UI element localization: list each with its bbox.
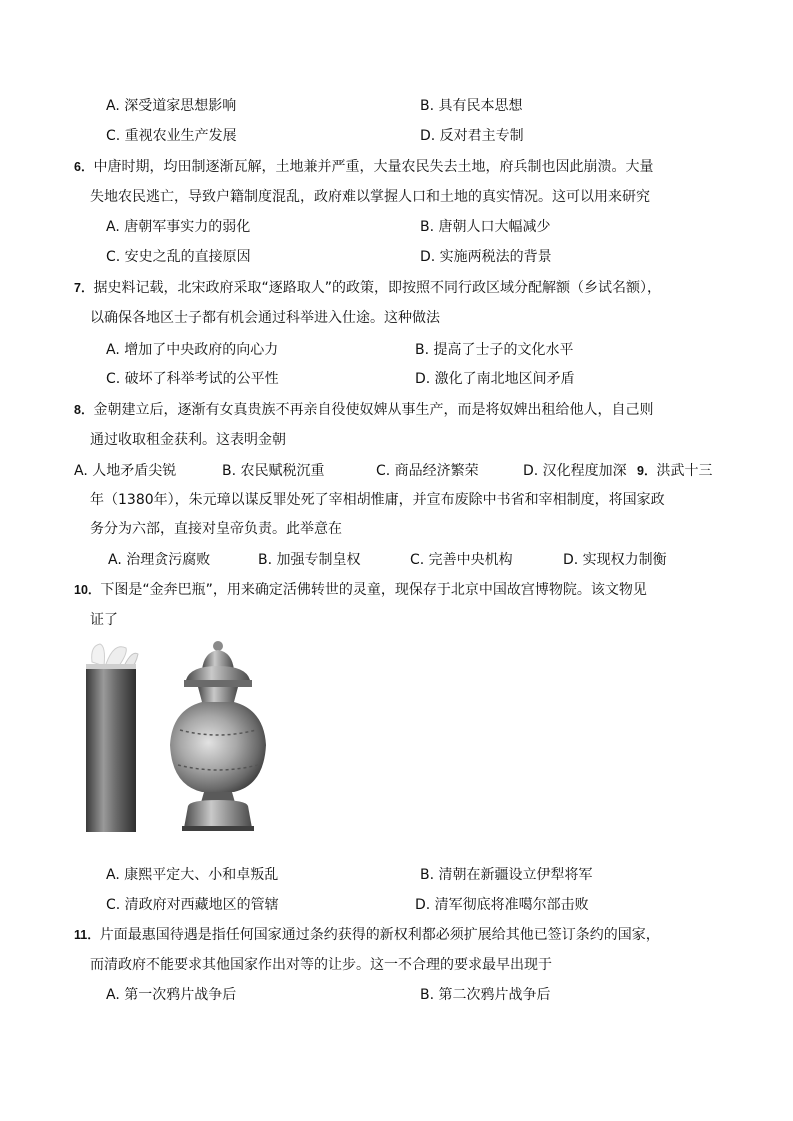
q8-option-d[interactable]: D. 汉化程度加深 bbox=[523, 463, 627, 479]
q10-stem-line1 bbox=[74, 580, 647, 600]
q8-option-a[interactable]: A. 人地矛盾尖锐 bbox=[74, 463, 177, 479]
q10-option-d[interactable]: D. 清军彻底将准噶尔部击败 bbox=[415, 897, 589, 913]
q11-number: 11． bbox=[74, 928, 100, 942]
q6-option-b[interactable]: B. 唐朝人口大幅减少 bbox=[420, 219, 551, 235]
q9-option-b[interactable]: B. 加强专制皇权 bbox=[258, 552, 361, 568]
q7-number: 7． bbox=[74, 281, 94, 295]
q10-stem-text1: 下图是“金奔巴瓶”，用来确定活佛转世的灵童，现保存于北京中国故宫博物院。该文物见 bbox=[100, 582, 647, 598]
q7-option-b[interactable]: B. 提高了士子的文化水平 bbox=[415, 342, 574, 358]
q6-option-d[interactable]: D. 实施两税法的背景 bbox=[420, 249, 552, 265]
q8-stem-text1: 金朝建立后，逐渐有女真贵族不再亲自役使奴婢从事生产，而是将奴婢出租给他人，自己则 bbox=[93, 402, 654, 418]
q11-stem-line2: 而清政府不能要求其他国家作出对等的让步。这一不合理的要求最早出现于 bbox=[90, 957, 552, 973]
q7-stem-line1 bbox=[74, 278, 661, 298]
q9-number: 9． bbox=[637, 464, 657, 478]
q10-stem-line2: 证了 bbox=[90, 612, 118, 628]
q5-option-d[interactable]: D. 反对君主专制 bbox=[420, 128, 524, 144]
q9-option-a[interactable]: A. 治理贪污腐败 bbox=[108, 552, 211, 568]
q9-option-c[interactable]: C. 完善中央机构 bbox=[410, 552, 513, 568]
q11-option-b[interactable]: B. 第二次鸦片战争后 bbox=[420, 987, 551, 1003]
q9-stem-line2: 年（1380年），朱元璋以谋反罪处死了宰相胡惟庸，并宣布废除中书省和宰相制度，将国家政 bbox=[90, 492, 665, 508]
q7-option-a[interactable]: A. 增加了中央政府的向心力 bbox=[106, 342, 279, 358]
q8-stem-line2: 通过收取租金获利。这表明金朝 bbox=[90, 432, 286, 448]
q9-option-d[interactable]: D. 实现权力制衡 bbox=[563, 552, 667, 568]
q11-option-a[interactable]: A. 第一次鸦片战争后 bbox=[106, 987, 237, 1003]
q11-stem-line1 bbox=[74, 925, 660, 945]
q7-option-d[interactable]: D. 激化了南北地区间矛盾 bbox=[415, 371, 575, 387]
q11-stem-text1: 片面最惠国待遇是指任何国家通过条约获得的新权利都必须扩展给其他已签订条约的国家， bbox=[99, 927, 660, 943]
golden-urn-photo bbox=[80, 640, 290, 835]
q6-number: 6． bbox=[74, 160, 94, 174]
q7-stem-line2: 以确保各地区士子都有机会通过科举进入仕途。这种做法 bbox=[90, 310, 440, 326]
q7-stem-text1: 据史料记载，北宋政府采取“逐路取人”的政策，即按照不同行政区域分配解额（乡试名额）， bbox=[93, 280, 661, 296]
q6-stem-line2: 失地农民逃亡，导致户籍制度混乱，政府难以掌握人口和土地的真实情况。这可以用来研究 bbox=[90, 189, 650, 205]
q5-option-b[interactable]: B. 具有民本思想 bbox=[420, 98, 523, 114]
q8-option-b[interactable]: B. 农民赋税沉重 bbox=[222, 463, 325, 479]
q10-option-c[interactable]: C. 清政府对西藏地区的管辖 bbox=[106, 897, 279, 913]
q9-stem-line1 bbox=[637, 461, 712, 481]
q10-option-b[interactable]: B. 清朝在新疆设立伊犁将军 bbox=[420, 867, 593, 883]
q9-stem-text1: 洪武十三 bbox=[656, 463, 713, 479]
q6-stem-text1: 中唐时期，均田制逐渐瓦解，土地兼并严重，大量农民失去土地，府兵制也因此崩溃。大量 bbox=[93, 159, 654, 175]
q5-option-a[interactable]: A. 深受道家思想影响 bbox=[106, 98, 237, 114]
q6-option-a[interactable]: A. 唐朝军事实力的弱化 bbox=[106, 219, 251, 235]
q8-number: 8． bbox=[74, 403, 94, 417]
q7-option-c[interactable]: C. 破坏了科举考试的公平性 bbox=[106, 371, 279, 387]
q8-stem-line1 bbox=[74, 400, 653, 420]
q10-option-a[interactable]: A. 康熙平定大、小和卓叛乱 bbox=[106, 867, 279, 883]
q8-option-c[interactable]: C. 商品经济繁荣 bbox=[376, 463, 479, 479]
q6-stem-line1 bbox=[74, 157, 653, 177]
q9-stem-line3: 务分为六部，直接对皇帝负责。此举意在 bbox=[90, 521, 342, 537]
q6-option-c[interactable]: C. 安史之乱的直接原因 bbox=[106, 249, 251, 265]
q5-option-c[interactable]: C. 重视农业生产发展 bbox=[106, 128, 237, 144]
q10-number: 10． bbox=[74, 583, 101, 597]
